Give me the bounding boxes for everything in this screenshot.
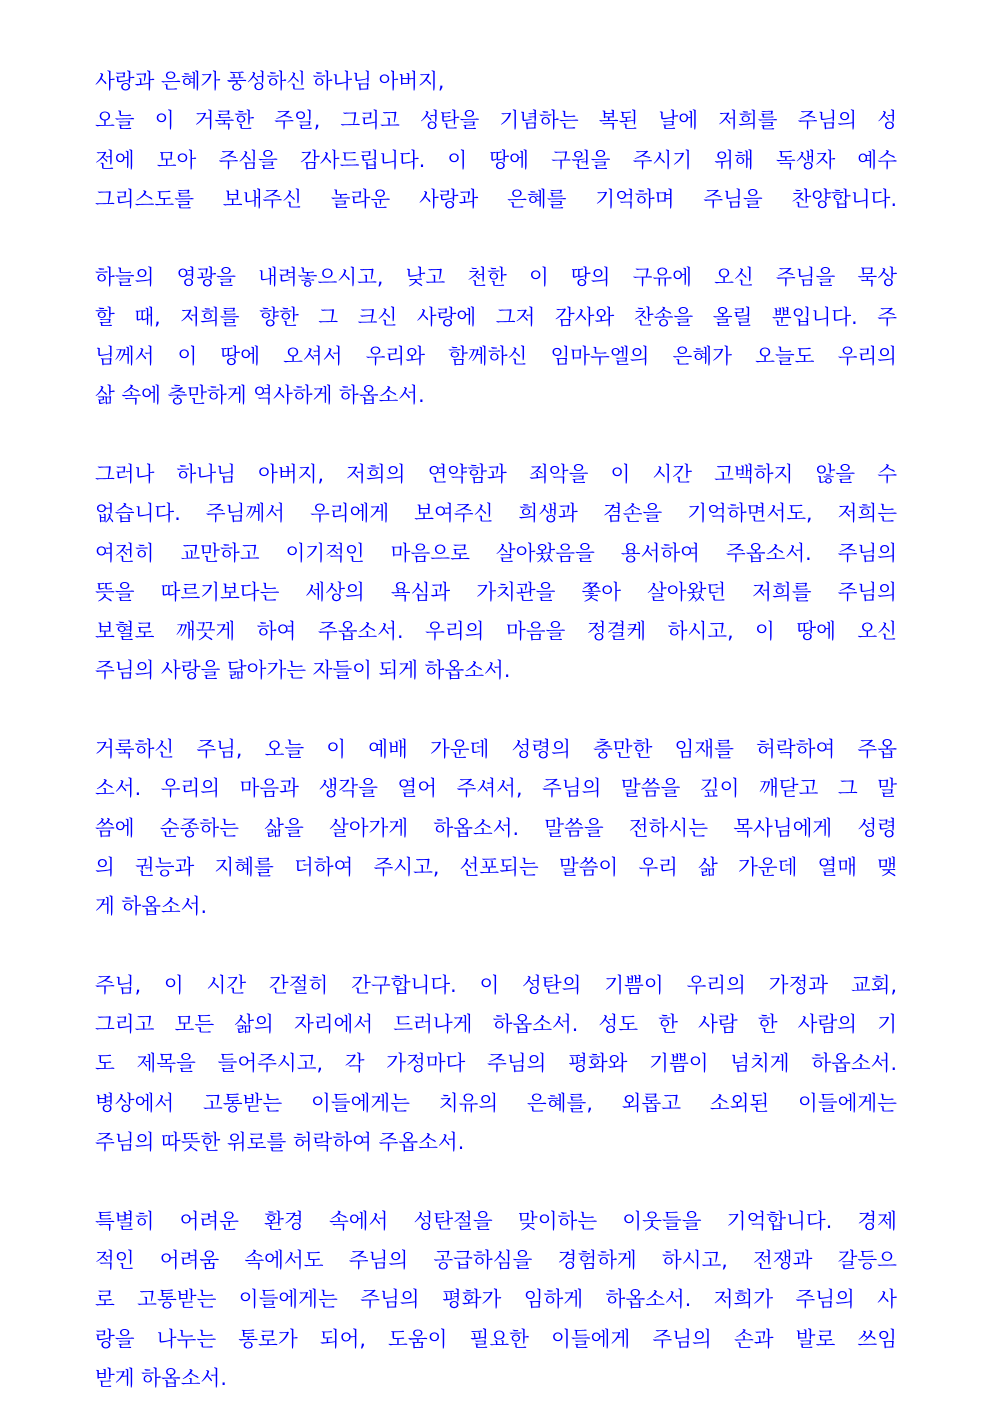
text-line: 전에 모아 주심을 감사드립니다. 이 땅에 구원을 주시기 위해 독생자 예수: [95, 147, 897, 172]
paragraph-gap: [95, 1162, 897, 1201]
text-line: 그리스도를 보내주신 놀라운 사랑과 은혜를 기억하며 주님을 찬양합니다.: [95, 186, 897, 211]
text-line: 의 권능과 지혜를 더하여 주시고, 선포되는 말씀이 우리 삶 가운데 열매 맺: [95, 854, 897, 879]
text-line: 주님의 사랑을 닮아가는 자들이 되게 하옵소서.: [95, 658, 511, 683]
text-line: 그리고 모든 삶의 자리에서 드러나게 하옵소서. 성도 한 사람 한 사람의 기: [95, 1012, 897, 1037]
text-line: 오늘 이 거룩한 주일, 그리고 성탄을 기념하는 복된 날에 저희를 주님의 성: [95, 108, 897, 133]
text-line: 그러나 하나님 아버지, 저희의 연약함과 죄악을 이 시간 고백하지 않을 수: [95, 461, 897, 486]
paragraph-gap: [95, 416, 897, 455]
text-line: 주님, 이 시간 간절히 간구합니다. 이 성탄의 기쁨이 우리의 가정과 교회,: [95, 972, 897, 997]
text-line: 게 하옵소서.: [95, 894, 208, 919]
text-line: 주님의 따뜻한 위로를 허락하여 주옵소서.: [95, 1130, 465, 1155]
text-line: 소서. 우리의 마음과 생각을 열어 주셔서, 주님의 말씀을 깊이 깨닫고 그 말: [95, 776, 897, 801]
text-line: 없습니다. 주님께서 우리에게 보여주신 희생과 겸손을 기억하면서도, 저희는: [95, 501, 897, 526]
text-line: 병상에서 고통받는 이들에게는 치유의 은혜를, 외롭고 소외된 이들에게는: [95, 1090, 897, 1115]
text-line: 할 때, 저희를 향한 그 크신 사랑에 그저 감사와 찬송을 올릴 뿐입니다. 주: [95, 304, 897, 329]
text-line: 씀에 순종하는 삶을 살아가게 하옵소서. 말씀을 전하시는 목사님에게 성령: [95, 815, 897, 840]
text-line: 랑을 나누는 통로가 되어, 도움이 필요한 이들에게 주님의 손과 발로 쓰임: [95, 1326, 897, 1351]
text-line: 여전히 교만하고 이기적인 마음으로 살아왔음을 용서하여 주옵소서. 주님의: [95, 540, 897, 565]
text-line: 보혈로 깨끗게 하여 주옵소서. 우리의 마음을 정결케 하시고, 이 땅에 오신: [95, 619, 897, 644]
paragraph-gap: [95, 927, 897, 966]
text-line: 도 제목을 들어주시고, 각 가정마다 주님의 평화와 기쁨이 넘치게 하옵소서.: [95, 1051, 897, 1076]
paragraph-gap: [95, 219, 897, 258]
text-line: 거룩하신 주님, 오늘 이 예배 가운데 성령의 충만한 임재를 허락하여 주옵: [95, 737, 897, 762]
text-line: 사랑과 은혜가 풍성하신 하나님 아버지,: [95, 69, 445, 93]
text-line: 로 고통받는 이들에게는 주님의 평화가 임하게 하옵소서. 저희가 주님의 사: [95, 1287, 897, 1312]
text-line: 받게 하옵소서.: [95, 1365, 227, 1390]
text-line: 삶 속에 충만하게 역사하게 하옵소서.: [95, 383, 425, 408]
text-line: 특별히 어려운 환경 속에서 성탄절을 맞이하는 이웃들을 기억합니다. 경제: [95, 1208, 897, 1233]
text-line: 뜻을 따르기보다는 세상의 욕심과 가치관을 쫓아 살아왔던 저희를 주님의: [95, 579, 897, 604]
paragraph-gap: [95, 691, 897, 730]
text-line: 님께서 이 땅에 오셔서 우리와 함께하신 임마누엘의 은혜가 오늘도 우리의: [95, 344, 897, 369]
prayer-document: [95, 62, 897, 1398]
text-line: 적인 어려움 속에서도 주님의 공급하심을 경험하게 하시고, 전쟁과 갈등으: [95, 1247, 897, 1272]
text-line: 하늘의 영광을 내려놓으시고, 낮고 천한 이 땅의 구유에 오신 주님을 묵상: [95, 265, 897, 290]
